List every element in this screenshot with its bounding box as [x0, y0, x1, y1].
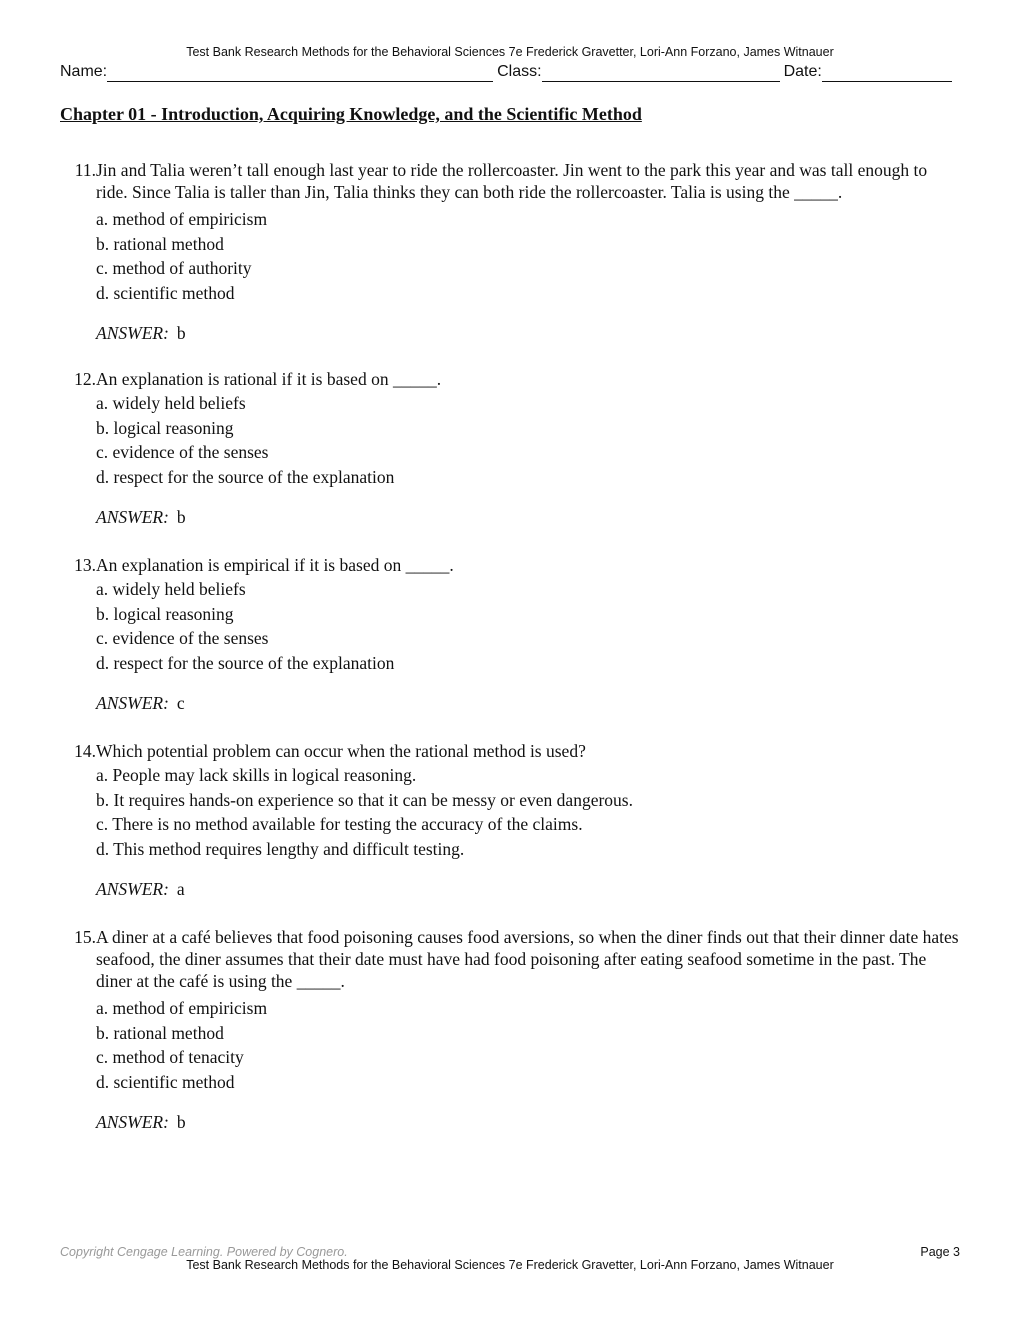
- name-label: Name:: [60, 63, 108, 80]
- choice-c: c. method of tenacity: [96, 1047, 244, 1067]
- choice-a: a. method of empiricism: [96, 998, 268, 1018]
- answer-label: ANSWER:: [96, 323, 169, 343]
- choice-b: b. rational method: [96, 1022, 224, 1043]
- choice-d: d. respect for the source of the explanation: [96, 466, 395, 487]
- answer-line: [96, 1110, 960, 1134]
- question-12: [60, 368, 960, 529]
- chapter-title: Chapter 01 - Introduction, Acquiring Knowledge, and the Scientific Method: [60, 104, 642, 124]
- question-15: [60, 926, 960, 1134]
- choice-b: b. logical reasoning: [96, 417, 234, 438]
- choice-a: a. widely held beliefs: [96, 393, 246, 413]
- answer-line: [96, 321, 960, 345]
- answer-value: a: [176, 879, 185, 899]
- choice-a: a. method of empiricism: [96, 209, 268, 229]
- choice-b: b. It requires hands-on experience so that it can be messy or even dangerous.: [96, 789, 633, 810]
- choice-d: d. This method requires lengthy and difficult testing.: [96, 838, 465, 859]
- answer-value: b: [176, 1112, 186, 1132]
- footer-page-number: Page 3: [920, 1245, 960, 1259]
- question-11: [60, 159, 960, 345]
- footer-title: Test Bank Research Methods for the Behavioral Sciences 7e Frederick Gravetter, Lori-Ann Forzano, James Witnauer: [186, 1258, 834, 1272]
- question-stem: A diner at a café believes that food poisoning causes food aversions, so when the diner finds out that their dinner date hates seafood, the diner assumes that their date must have had food poisoning after eating seafood sometime in the past. The diner at the café is using the _____.: [96, 927, 959, 991]
- choice-b: b. rational method: [96, 233, 224, 254]
- question-number: 14.: [74, 741, 96, 761]
- choice-a: a. People may lack skills in logical reasoning.: [96, 765, 417, 785]
- question-14: [60, 740, 960, 901]
- choice-d: d. scientific method: [96, 282, 235, 303]
- question-stem: Jin and Talia weren’t tall enough last year to ride the rollercoaster. Jin went to the park this year and was tall enough to ride. Since Talia is taller than Jin, Talia thinks they can both ride the rollercoaster. Talia is using the _____.: [96, 160, 928, 202]
- choice-c: c. evidence of the senses: [96, 628, 269, 648]
- choice-d: d. respect for the source of the explanation: [96, 652, 395, 673]
- answer-value: b: [176, 507, 186, 527]
- date-field-line: [822, 62, 952, 82]
- choice-b: b. logical reasoning: [96, 603, 234, 624]
- answer-label: ANSWER:: [96, 879, 169, 899]
- date-label: Date:: [783, 63, 822, 80]
- answer-label: ANSWER:: [96, 1112, 169, 1132]
- question-stem: An explanation is rational if it is based on _____.: [96, 369, 442, 389]
- answer-line: [96, 877, 960, 901]
- class-label: Class:: [497, 63, 542, 80]
- answer-label: ANSWER:: [96, 693, 169, 713]
- question-13: [60, 554, 960, 715]
- answer-line: [96, 505, 960, 529]
- footer-copyright: Copyright Cengage Learning. Powered by Cognero.: [60, 1245, 348, 1259]
- answer-line: [96, 691, 960, 715]
- answer-value: b: [176, 323, 186, 343]
- choice-c: c. evidence of the senses: [96, 442, 269, 462]
- question-number: 15.: [74, 927, 96, 947]
- question-stem: Which potential problem can occur when the rational method is used?: [96, 741, 586, 761]
- header-title: Test Bank Research Methods for the Behavioral Sciences 7e Frederick Gravetter, Lori-Ann Forzano, James Witnauer: [186, 45, 834, 59]
- question-number: 11.: [74, 160, 96, 180]
- question-number: 12.: [74, 369, 96, 389]
- question-stem: An explanation is empirical if it is based on _____.: [96, 555, 454, 575]
- choice-c: c. There is no method available for testing the accuracy of the claims.: [96, 814, 583, 834]
- choice-a: a. widely held beliefs: [96, 579, 246, 599]
- answer-label: ANSWER:: [96, 507, 169, 527]
- name-field-line: [107, 62, 493, 82]
- class-field-line: [542, 62, 780, 82]
- name-class-date-row: [60, 60, 960, 82]
- question-number: 13.: [74, 555, 96, 575]
- choice-d: d. scientific method: [96, 1071, 235, 1092]
- answer-value: c: [176, 693, 185, 713]
- choice-c: c. method of authority: [96, 258, 252, 278]
